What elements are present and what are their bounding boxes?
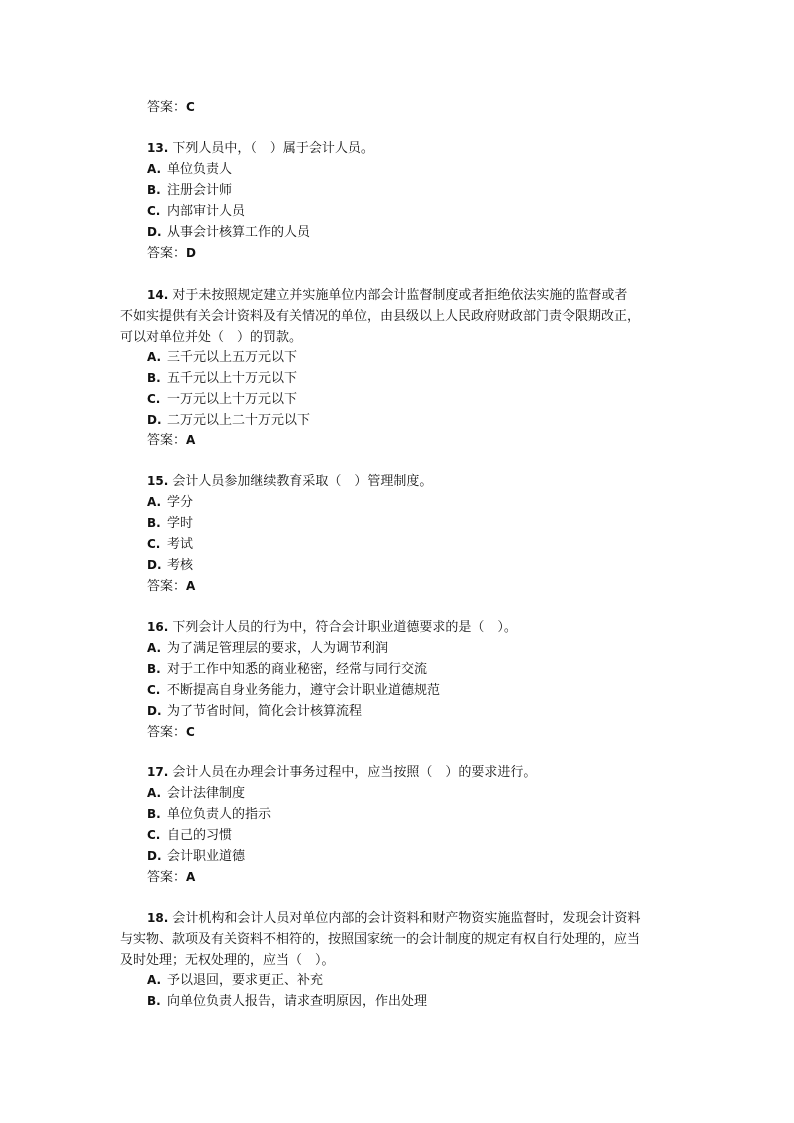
- question-number: 18.: [147, 911, 169, 925]
- question-number: 15.: [147, 474, 169, 488]
- option-b: B. 学时: [147, 516, 194, 531]
- answer-line: [147, 869, 195, 886]
- question-number: 17.: [147, 765, 169, 779]
- option-a: A. 学分: [147, 495, 194, 510]
- answer-value: A: [186, 579, 196, 593]
- answer-label: 答案：: [147, 246, 187, 261]
- question-14-stem: 14. 对于未按照规定建立并实施单位内部会计监督制度或者拒绝依法实施的监督或者 不如实提供有关会计资料及有关情况的单位，由县级以上人民政府财政部门责令限期改正， 可以对单位并处（ ）的罚款。: [120, 288, 641, 345]
- question-text: 下列会计人员的行为中，符合会计职业道德要求的是（ ）。: [172, 620, 517, 635]
- answer-line: [147, 99, 195, 116]
- option-c: C. 内部审计人员: [147, 204, 246, 219]
- option-d: D. 从事会计核算工作的人员: [147, 225, 311, 240]
- answer-label: 答案：: [147, 725, 187, 740]
- answer-label: 答案：: [147, 100, 187, 115]
- question-17-stem: [147, 764, 536, 781]
- answer-value: A: [186, 433, 196, 447]
- option-a: A. 予以退回，要求更正、补充: [147, 973, 324, 988]
- option-b: B. 单位负责人的指示: [147, 807, 272, 822]
- option-d: D. 考核: [147, 558, 194, 573]
- question-18-stem: 18. 会计机构和会计人员对单位内部的会计资料和财产物资实施监督时，发现会计资料 与实物、款项及有关资料不相符的，按照国家统一的会计制度的规定有权自行处理的，应当 及时处理；无权处理的，应当（ ）。: [120, 911, 641, 968]
- option-b: B. 注册会计师: [147, 183, 233, 198]
- answer-value: C: [186, 725, 195, 739]
- option-c: C. 考试: [147, 537, 194, 552]
- option-d: D. 会计职业道德: [147, 849, 246, 864]
- option-b: B. 向单位负责人报告，请求查明原因，作出处理: [147, 994, 428, 1009]
- option-a: A. 会计法律制度: [147, 786, 246, 801]
- answer-label: 答案：: [147, 579, 187, 594]
- option-d: D. 二万元以上二十万元以下: [147, 413, 311, 428]
- option-a: A. 三千元以上五万元以下: [147, 350, 298, 365]
- question-16-stem: [147, 619, 517, 636]
- option-b: B. 对于工作中知悉的商业秘密，经常与同行交流: [147, 662, 428, 677]
- option-c: C. 自己的习惯: [147, 828, 233, 843]
- answer-label: 答案：: [147, 433, 187, 448]
- option-a: A. 为了满足管理层的要求，人为调节利润: [147, 641, 389, 656]
- question-text: 会计人员在办理会计事务过程中，应当按照（ ）的要求进行。: [172, 765, 537, 780]
- answer-line: [147, 432, 195, 449]
- answer-value: D: [186, 246, 196, 260]
- answer-label: 答案：: [147, 870, 187, 885]
- option-c: C. 不断提高自身业务能力，遵守会计职业道德规范: [147, 683, 441, 698]
- option-a: A. 单位负责人: [147, 162, 233, 177]
- answer-line: [147, 245, 196, 262]
- question-number: 13.: [147, 141, 169, 155]
- question-15-stem: [147, 473, 432, 490]
- question-text: 下列人员中，（ ）属于会计人员。: [172, 141, 374, 156]
- answer-line: [147, 578, 195, 595]
- answer-value: C: [186, 100, 195, 114]
- question-text: 会计人员参加继续教育采取（ ）管理制度。: [172, 474, 433, 489]
- option-d: D. 为了节省时间，简化会计核算流程: [147, 704, 363, 719]
- answer-value: A: [186, 870, 196, 884]
- option-b: B. 五千元以上十万元以下: [147, 371, 298, 386]
- question-number: 16.: [147, 620, 169, 634]
- option-c: C. 一万元以上十万元以下: [147, 392, 298, 407]
- question-number: 14.: [147, 288, 169, 302]
- question-13-stem: [147, 140, 374, 157]
- answer-line: [147, 724, 195, 741]
